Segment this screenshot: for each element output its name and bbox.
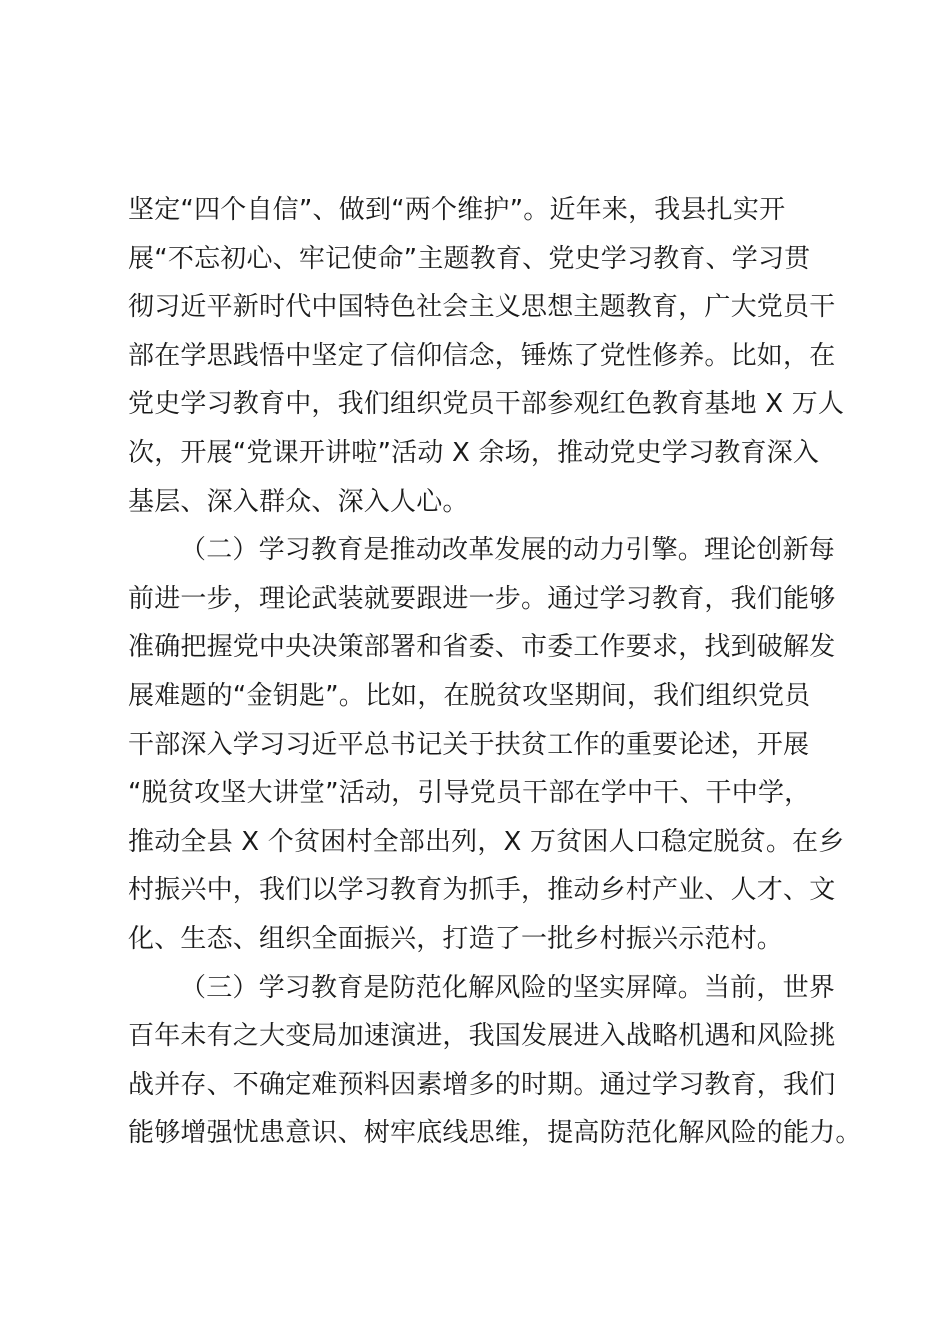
section-heading-line: （三）学习教育是防范化解风险的坚实屏障。当前，世界 bbox=[180, 972, 836, 1003]
text-line: 推动全县 X 个贫困村全部出列，X 万贫困人口稳定脱贫。在乡 bbox=[128, 826, 845, 857]
text-line: 展难题的“金钥匙”。比如，在脱贫攻坚期间，我们组织党员 bbox=[128, 680, 811, 711]
text-line: 化、生态、组织全面振兴，打造了一批乡村振兴示范村。 bbox=[128, 923, 784, 954]
text-line: 准确把握党中央决策部署和省委、市委工作要求，找到破解发 bbox=[128, 632, 836, 663]
text-line: 干部深入学习习近平总书记关于扶贫工作的重要论述，开展 bbox=[128, 729, 810, 760]
text-line: 次，开展“党课开讲啦”活动 X 余场，推动党史学习教育深入 bbox=[128, 437, 820, 468]
text-line: 基层、深入群众、深入人心。 bbox=[128, 486, 469, 517]
text-line: 能够增强忧患意识、树牢底线思维，提高防范化解风险的能力。 bbox=[128, 1118, 862, 1149]
text-line: 坚定“四个自信”、做到“两个维护”。近年来，我县扎实开 bbox=[128, 195, 786, 225]
text-line: 村振兴中，我们以学习教育为抓手，推动乡村产业、人才、文 bbox=[128, 875, 836, 906]
text-line: 展“不忘初心、牢记使命”主题教育、党史学习教育、学习贯 bbox=[128, 243, 811, 274]
text-line: “脱贫攻坚大讲堂”活动，引导党员干部在学中干、干中学， bbox=[128, 778, 811, 809]
section-heading-line: （二）学习教育是推动改革发展的动力引擎。理论创新每 bbox=[180, 535, 836, 566]
text-line: 彻习近平新时代中国特色社会主义思想主题教育，广大党员干 bbox=[128, 292, 836, 323]
text-line: 党史学习教育中，我们组织党员干部参观红色教育基地 X 万人 bbox=[128, 389, 845, 420]
text-line: 部在学思践悟中坚定了信仰信念，锤炼了党性修养。比如，在 bbox=[128, 340, 836, 371]
text-line: 战并存、不确定难预料因素增多的时期。通过学习教育，我们 bbox=[128, 1069, 836, 1100]
text-line: 前进一步，理论武装就要跟进一步。通过学习教育，我们能够 bbox=[128, 583, 836, 614]
text-line: 百年未有之大变局加速演进，我国发展进入战略机遇和风险挑 bbox=[128, 1021, 836, 1052]
document-body-text bbox=[128, 186, 862, 1158]
